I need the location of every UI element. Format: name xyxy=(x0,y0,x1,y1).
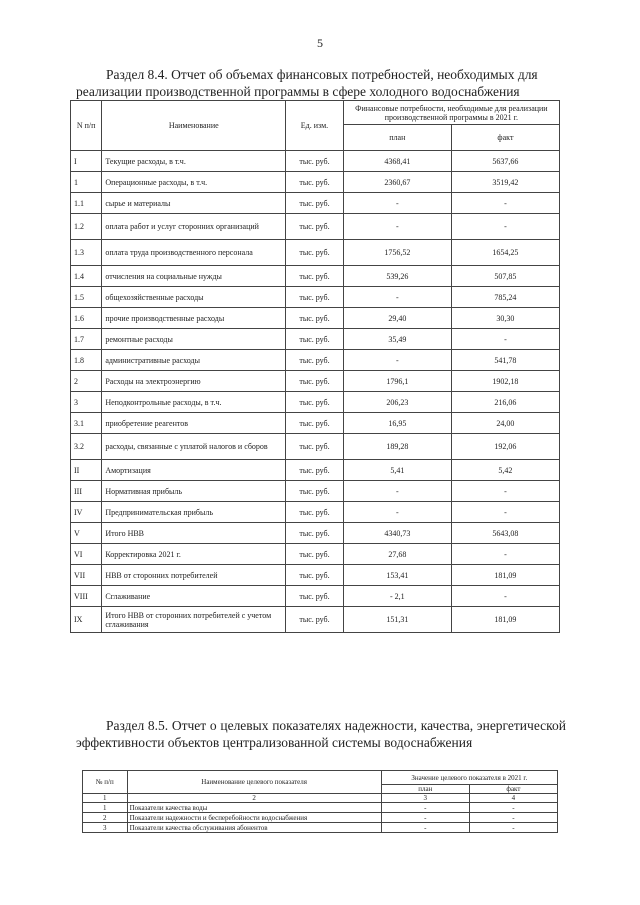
row-fact-cell: 1654,25 xyxy=(451,240,559,266)
row-unit-cell: тыс. руб. xyxy=(286,350,344,371)
row-unit-cell: тыс. руб. xyxy=(286,308,344,329)
col-unit-header: Ед. изм. xyxy=(286,101,344,151)
row-number-cell: 3 xyxy=(83,823,128,833)
t2-col-plan-header: план xyxy=(381,785,469,794)
row-plan-cell: - xyxy=(381,813,469,823)
row-plan-cell: - xyxy=(343,502,451,523)
table-row xyxy=(71,350,560,371)
row-unit-cell: тыс. руб. xyxy=(286,502,344,523)
row-fact-cell: - xyxy=(469,813,557,823)
table-row xyxy=(71,172,560,193)
row-name-cell: оплата работ и услуг сторонних организаций xyxy=(102,214,286,240)
row-number-cell: 1.5 xyxy=(71,287,102,308)
col-group-header: Финансовые потребности, необходимые для реализации производственной программы в 2021 г. xyxy=(343,101,559,125)
t2-index-cell: 4 xyxy=(469,794,557,803)
row-plan-cell: - xyxy=(343,193,451,214)
row-name-cell: сырье и материалы xyxy=(102,193,286,214)
row-number-cell: II xyxy=(71,460,102,481)
row-unit-cell: тыс. руб. xyxy=(286,392,344,413)
t2-col-group-header: Значение целевого показателя в 2021 г. xyxy=(381,771,557,785)
row-number-cell: 1.8 xyxy=(71,350,102,371)
row-name-cell: Амортизация xyxy=(102,460,286,481)
row-plan-cell: 1756,52 xyxy=(343,240,451,266)
row-plan-cell: 16,95 xyxy=(343,413,451,434)
row-number-cell: III xyxy=(71,481,102,502)
row-name-cell: общехозяйственные расходы xyxy=(102,287,286,308)
table-row xyxy=(83,823,558,833)
t2-col-num-header: № п/п xyxy=(83,771,128,794)
row-unit-cell: тыс. руб. xyxy=(286,329,344,350)
row-unit-cell: тыс. руб. xyxy=(286,214,344,240)
row-name-cell: Неподконтрольные расходы, в т.ч. xyxy=(102,392,286,413)
row-number-cell: 2 xyxy=(83,813,128,823)
table-row xyxy=(71,502,560,523)
table-row xyxy=(71,544,560,565)
row-fact-cell: - xyxy=(451,481,559,502)
col-name-header: Наименование xyxy=(102,101,286,151)
row-plan-cell: 35,49 xyxy=(343,329,451,350)
row-name-cell: Показатели качества воды xyxy=(127,803,381,813)
row-plan-cell: 153,41 xyxy=(343,565,451,586)
row-unit-cell: тыс. руб. xyxy=(286,544,344,565)
row-unit-cell: тыс. руб. xyxy=(286,481,344,502)
row-plan-cell: - 2,1 xyxy=(343,586,451,607)
row-number-cell: 3 xyxy=(71,392,102,413)
row-number-cell: IX xyxy=(71,607,102,633)
row-unit-cell: тыс. руб. xyxy=(286,193,344,214)
row-number-cell: VI xyxy=(71,544,102,565)
target-indicators-table xyxy=(82,770,558,833)
row-plan-cell: 4340,73 xyxy=(343,523,451,544)
row-fact-cell: 507,85 xyxy=(451,266,559,287)
table-row xyxy=(71,214,560,240)
table-row xyxy=(71,240,560,266)
row-plan-cell: - xyxy=(343,287,451,308)
t2-col-name-header: Наименование целевого показателя xyxy=(127,771,381,794)
row-name-cell: Показатели надежности и бесперебойности водоснабжения xyxy=(127,813,381,823)
financial-needs-table xyxy=(70,100,560,633)
table-row xyxy=(83,813,558,823)
col-plan-header: план xyxy=(343,125,451,151)
row-unit-cell: тыс. руб. xyxy=(286,607,344,633)
row-fact-cell: - xyxy=(451,193,559,214)
row-name-cell: Предпринимательская прибыль xyxy=(102,502,286,523)
row-fact-cell: 181,09 xyxy=(451,607,559,633)
table-row xyxy=(71,151,560,172)
row-fact-cell: 181,09 xyxy=(451,565,559,586)
row-plan-cell: - xyxy=(343,214,451,240)
table-row xyxy=(71,586,560,607)
col-num-header: N п/п xyxy=(71,101,102,151)
row-name-cell: НВВ от сторонних потребителей xyxy=(102,565,286,586)
row-number-cell: I xyxy=(71,151,102,172)
table-row xyxy=(71,565,560,586)
page-number: 5 xyxy=(317,36,323,50)
row-fact-cell: 1902,18 xyxy=(451,371,559,392)
row-name-cell: Итого НВВ от сторонних потребителей с учетом сглаживания xyxy=(102,607,286,633)
row-name-cell: оплата труда производственного персонала xyxy=(102,240,286,266)
row-name-cell: Расходы на электроэнергию xyxy=(102,371,286,392)
row-unit-cell: тыс. руб. xyxy=(286,371,344,392)
row-fact-cell: 3519,42 xyxy=(451,172,559,193)
row-name-cell: расходы, связанные с уплатой налогов и сборов xyxy=(102,434,286,460)
row-fact-cell: 785,24 xyxy=(451,287,559,308)
row-fact-cell: 192,06 xyxy=(451,434,559,460)
table-row xyxy=(71,460,560,481)
t2-index-cell: 3 xyxy=(381,794,469,803)
section-8-4-title: Раздел 8.4. Отчет об объемах финансовых потребностей, необходимых для реализации производственной программы в сфере холодного водоснабжения xyxy=(76,67,538,99)
row-fact-cell: - xyxy=(451,329,559,350)
table-row xyxy=(71,193,560,214)
row-plan-cell: - xyxy=(343,350,451,371)
t2-index-cell: 1 xyxy=(83,794,128,803)
row-unit-cell: тыс. руб. xyxy=(286,172,344,193)
row-number-cell: 1.7 xyxy=(71,329,102,350)
row-name-cell: Текущие расходы, в т.ч. xyxy=(102,151,286,172)
row-fact-cell: - xyxy=(469,803,557,813)
row-plan-cell: 151,31 xyxy=(343,607,451,633)
row-number-cell: 1 xyxy=(71,172,102,193)
row-name-cell: ремонтные расходы xyxy=(102,329,286,350)
row-plan-cell: 5,41 xyxy=(343,460,451,481)
row-plan-cell: 27,68 xyxy=(343,544,451,565)
t2-col-fact-header: факт xyxy=(469,785,557,794)
row-unit-cell: тыс. руб. xyxy=(286,151,344,172)
row-unit-cell: тыс. руб. xyxy=(286,565,344,586)
row-plan-cell: 539,26 xyxy=(343,266,451,287)
row-fact-cell: 24,00 xyxy=(451,413,559,434)
row-number-cell: 3.2 xyxy=(71,434,102,460)
row-name-cell: Нормативная прибыль xyxy=(102,481,286,502)
table-row xyxy=(71,607,560,633)
row-fact-cell: - xyxy=(451,586,559,607)
row-unit-cell: тыс. руб. xyxy=(286,434,344,460)
row-number-cell: 1.4 xyxy=(71,266,102,287)
table-row xyxy=(71,308,560,329)
row-fact-cell: 541,78 xyxy=(451,350,559,371)
row-name-cell: Операционные расходы, в т.ч. xyxy=(102,172,286,193)
row-fact-cell: - xyxy=(451,544,559,565)
row-name-cell: Корректировка 2021 г. xyxy=(102,544,286,565)
row-fact-cell: - xyxy=(451,214,559,240)
row-name-cell: прочие производственные расходы xyxy=(102,308,286,329)
row-plan-cell: 2360,67 xyxy=(343,172,451,193)
table-row xyxy=(71,287,560,308)
row-fact-cell: 30,30 xyxy=(451,308,559,329)
row-plan-cell: 1796,1 xyxy=(343,371,451,392)
row-number-cell: V xyxy=(71,523,102,544)
table-row xyxy=(71,266,560,287)
row-number-cell: 2 xyxy=(71,371,102,392)
row-plan-cell: - xyxy=(381,803,469,813)
row-unit-cell: тыс. руб. xyxy=(286,266,344,287)
row-name-cell: Сглаживание xyxy=(102,586,286,607)
table-row xyxy=(71,523,560,544)
row-number-cell: 1 xyxy=(83,803,128,813)
row-fact-cell: - xyxy=(469,823,557,833)
target-indicators-body xyxy=(83,803,558,833)
t2-index-cell: 2 xyxy=(127,794,381,803)
table-row xyxy=(71,481,560,502)
financial-needs-body xyxy=(71,151,560,633)
table-row xyxy=(71,392,560,413)
row-fact-cell: 5,42 xyxy=(451,460,559,481)
row-plan-cell: 29,40 xyxy=(343,308,451,329)
table-row xyxy=(71,329,560,350)
row-plan-cell: 206,23 xyxy=(343,392,451,413)
row-fact-cell: 5643,08 xyxy=(451,523,559,544)
row-name-cell: отчисления на социальные нужды xyxy=(102,266,286,287)
row-number-cell: 1.2 xyxy=(71,214,102,240)
row-unit-cell: тыс. руб. xyxy=(286,413,344,434)
row-name-cell: Показатели качества обслуживания абонентов xyxy=(127,823,381,833)
row-unit-cell: тыс. руб. xyxy=(286,287,344,308)
row-number-cell: 1.6 xyxy=(71,308,102,329)
row-name-cell: приобретение реагентов xyxy=(102,413,286,434)
table-row xyxy=(71,371,560,392)
row-unit-cell: тыс. руб. xyxy=(286,240,344,266)
row-fact-cell: - xyxy=(451,502,559,523)
row-name-cell: Итого НВВ xyxy=(102,523,286,544)
row-number-cell: 3.1 xyxy=(71,413,102,434)
table-row xyxy=(71,413,560,434)
row-unit-cell: тыс. руб. xyxy=(286,586,344,607)
row-number-cell: 1.1 xyxy=(71,193,102,214)
row-fact-cell: 216,06 xyxy=(451,392,559,413)
row-plan-cell: 189,28 xyxy=(343,434,451,460)
row-number-cell: 1.3 xyxy=(71,240,102,266)
col-fact-header: факт xyxy=(451,125,559,151)
row-number-cell: VII xyxy=(71,565,102,586)
row-number-cell: VIII xyxy=(71,586,102,607)
row-plan-cell: - xyxy=(381,823,469,833)
row-number-cell: IV xyxy=(71,502,102,523)
table-row xyxy=(83,803,558,813)
table-row xyxy=(71,434,560,460)
row-fact-cell: 5637,66 xyxy=(451,151,559,172)
row-plan-cell: - xyxy=(343,481,451,502)
row-plan-cell: 4368,41 xyxy=(343,151,451,172)
row-unit-cell: тыс. руб. xyxy=(286,460,344,481)
row-name-cell: административные расходы xyxy=(102,350,286,371)
row-unit-cell: тыс. руб. xyxy=(286,523,344,544)
section-8-5-title: Раздел 8.5. Отчет о целевых показателях надежности, качества, энергетической эффективности объектов централизованной системы водоснабжения xyxy=(76,718,566,750)
